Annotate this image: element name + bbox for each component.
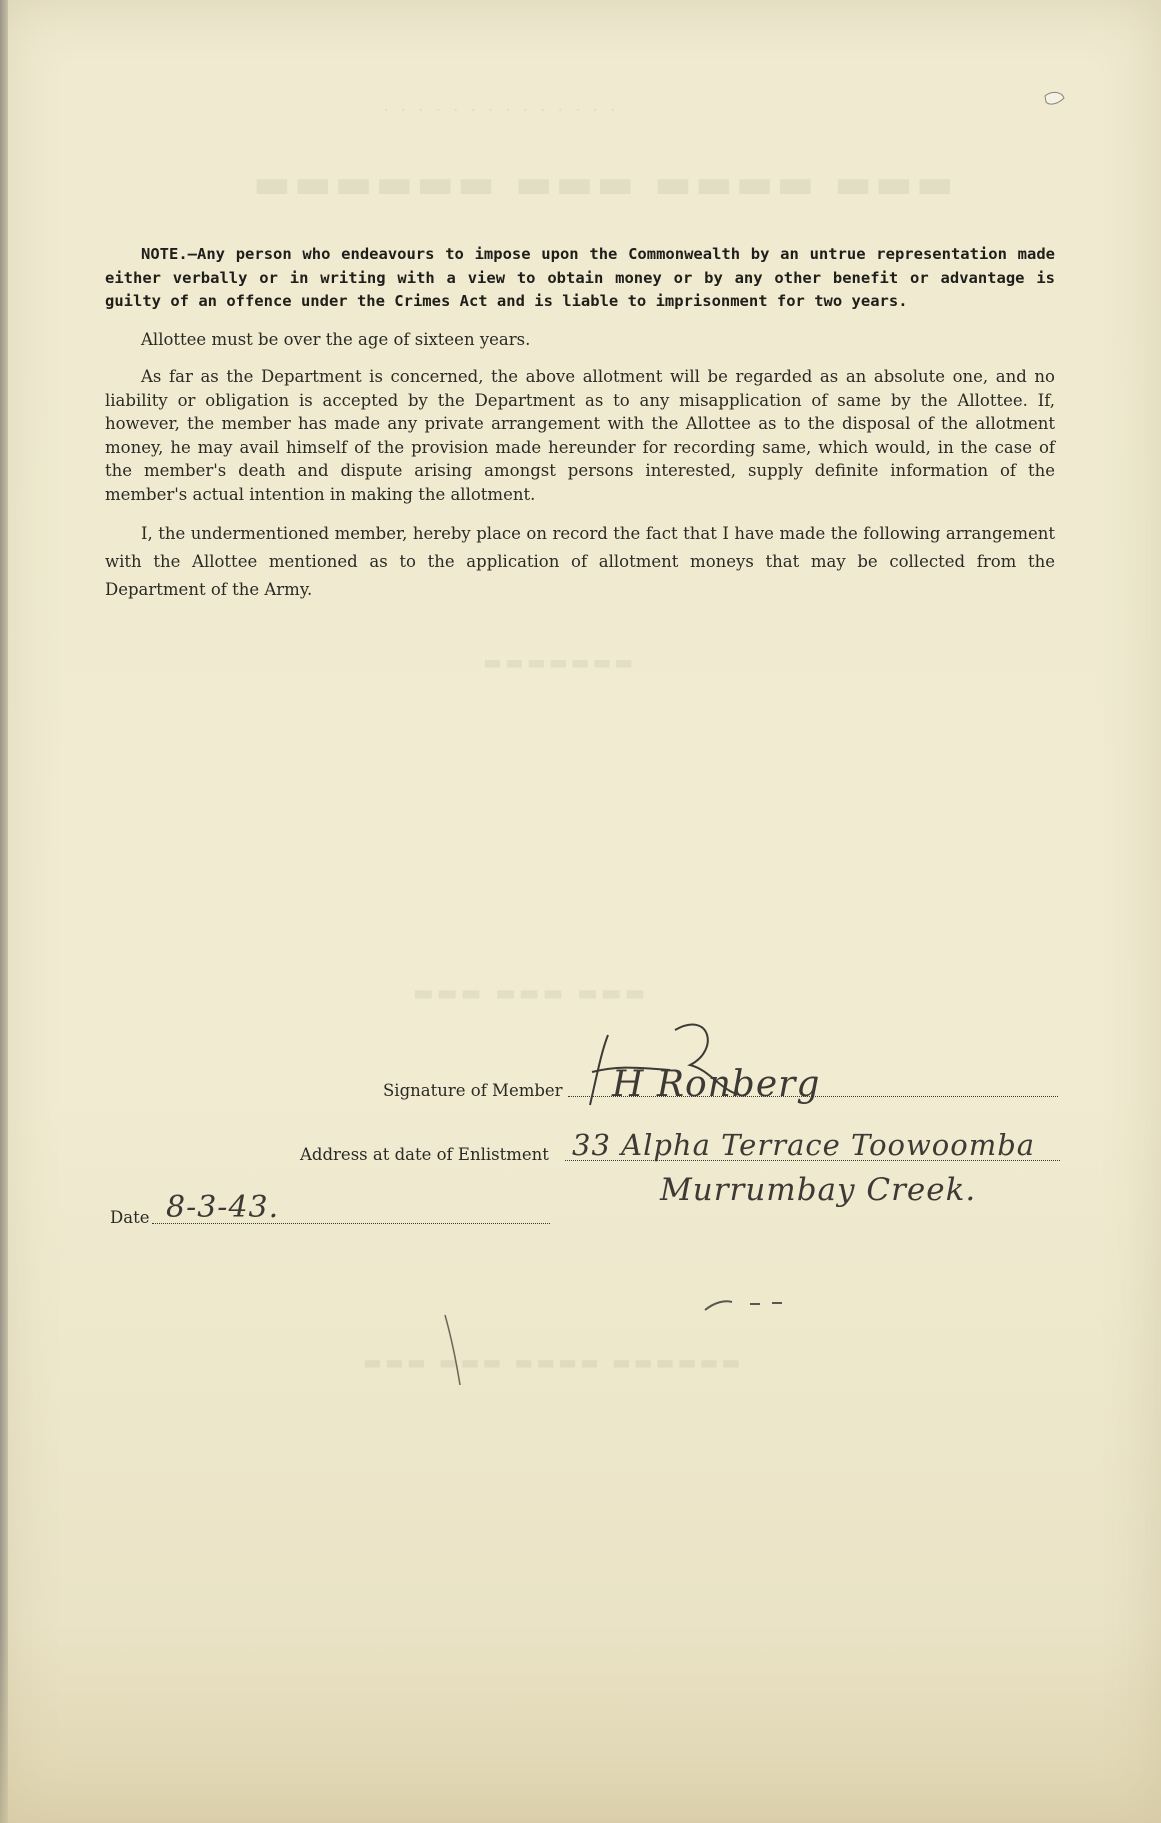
bleed-through-text: ▬▬▬ ▬▬▬▬ ▬▬▬ ▬▬▬▬▬▬ — [250, 160, 954, 207]
bleed-through-text: ▬▬▬▬▬▬▬ — [480, 650, 634, 674]
enlistment-address-line2: Murrumbay Creek. — [660, 1172, 977, 1208]
paper-stain — [0, 1623, 1161, 1823]
signature-label: Signature of Member — [383, 1081, 563, 1100]
ink-mark — [700, 1290, 790, 1320]
address-label: Address at date of Enlistment — [300, 1145, 549, 1164]
member-declaration-paragraph: I, the undermentioned member, hereby place on record the fact that I have made the following arrangement with the Allottee mentioned as to the application of allotment moneys that may be collected from the Department of the Army. — [105, 524, 1055, 599]
member-signature: H Ronberg — [612, 1064, 821, 1105]
crimes-act-note: NOTE.—Any person who endeavours to impose upon the Commonwealth by an untrue representation made either verbally or in writing with a view to obtain money or by any other benefit or advantage is guilty of an offence under the Crimes Act and is liable to imprisonment for two years. — [105, 245, 1055, 310]
bleed-through-text: ▬▬▬▬▬▬ ▬▬▬▬ ▬▬▬ ▬▬▬ — [360, 1350, 741, 1374]
signed-date: 8-3-43. — [166, 1190, 280, 1225]
bleed-through-text: · · · · · · · · · · · · · · — [380, 100, 616, 121]
allottee-age-paragraph: Allottee must be over the age of sixteen years. — [141, 329, 531, 349]
document-body — [105, 243, 1055, 618]
bleed-through-text: ▬▬▬ ▬▬▬ ▬▬▬ — [410, 980, 646, 1006]
paper-tear-mark — [1040, 88, 1070, 118]
date-label: Date — [110, 1208, 150, 1227]
paper-crease — [440, 1310, 470, 1390]
enlistment-address-line1: 33 Alpha Terrace Toowoomba — [572, 1128, 1036, 1162]
department-liability-paragraph: As far as the Department is concerned, the above allotment will be regarded as an absolute one, and no liability or obligation is accepted by the Department as to any misapplication of same by the Allottee. If, however, the member has made any private arrangement with the Allottee as to the disposal of the allotment money, he may avail himself of the provision made hereunder for recording same, which would, in the case of the member's death and dispute arising amongst persons interested, supply definite information of the member's actual intention in making the allotment. — [105, 367, 1055, 504]
page-left-edge — [0, 0, 8, 1823]
